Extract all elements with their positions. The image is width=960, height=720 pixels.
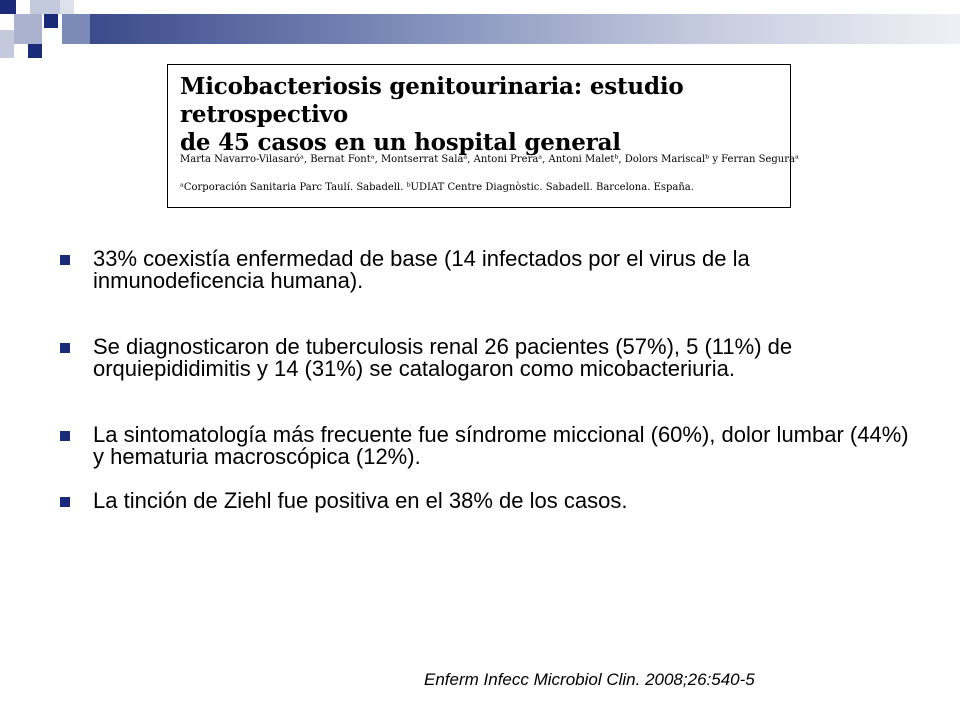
bullet-list [60, 248, 920, 512]
citation-authors: Marta Navarro-Vilasaróᵃ, Bernat Fontᵃ, Montserrat Salaᵃ, Antoni Preraᵃ, Antoni Maletᵇ, Dolors Mariscalᵇ y Ferran Seguraᵃ [180, 154, 799, 165]
bullet-text: La tinción de Ziehl fue positiva en el 38% de los casos. [93, 488, 628, 513]
bullet-item [60, 336, 920, 380]
reference-citation: Enferm Infecc Microbiol Clin. 2008;26:540-5 [424, 670, 755, 689]
header-square-light-2 [60, 0, 74, 14]
bullet-square-icon [60, 255, 70, 265]
bullet-square-icon [60, 497, 70, 507]
citation-image [167, 64, 799, 208]
bullet-item [60, 424, 920, 468]
citation-title-line-2: de 45 casos en un hospital general [180, 129, 621, 156]
bullet-item [60, 490, 920, 512]
header-square-dark [0, 0, 16, 14]
header-square-light-3 [0, 30, 14, 58]
bullet-text: La sintomatología más frecuente fue síndrome miccional (60%), dolor lumbar (44%) y hematuria macroscópica (12%). [93, 422, 909, 469]
citation-affiliation: ᵃCorporación Sanitaria Parc Taulí. Sabadell. ᵇUDIAT Centre Diagnòstic. Sabadell. Barcelona. España. [180, 182, 694, 193]
header-square-mid [14, 14, 42, 44]
header-square-dark-2 [44, 14, 58, 28]
header-square-mid-2 [62, 14, 90, 44]
header-square-light [30, 0, 60, 14]
citation-title-line-1: Micobacteriosis genitourinaria: estudio retrospectivo [180, 73, 684, 128]
citation-title [180, 73, 784, 157]
header-square-dark-3 [28, 44, 42, 58]
bullet-square-icon [60, 343, 70, 353]
bullet-square-icon [60, 431, 70, 441]
bullet-text: Se diagnosticaron de tuberculosis renal 26 pacientes (57%), 5 (11%) de orquiepididimitis y 14 (31%) se catalogaron como micobacteriuria. [93, 334, 793, 381]
bullet-item [60, 248, 920, 292]
header-gradient-bar [90, 14, 960, 44]
bullet-text: 33% coexistía enfermedad de base (14 infectados por el virus de la inmunodeficencia humana). [93, 246, 750, 293]
